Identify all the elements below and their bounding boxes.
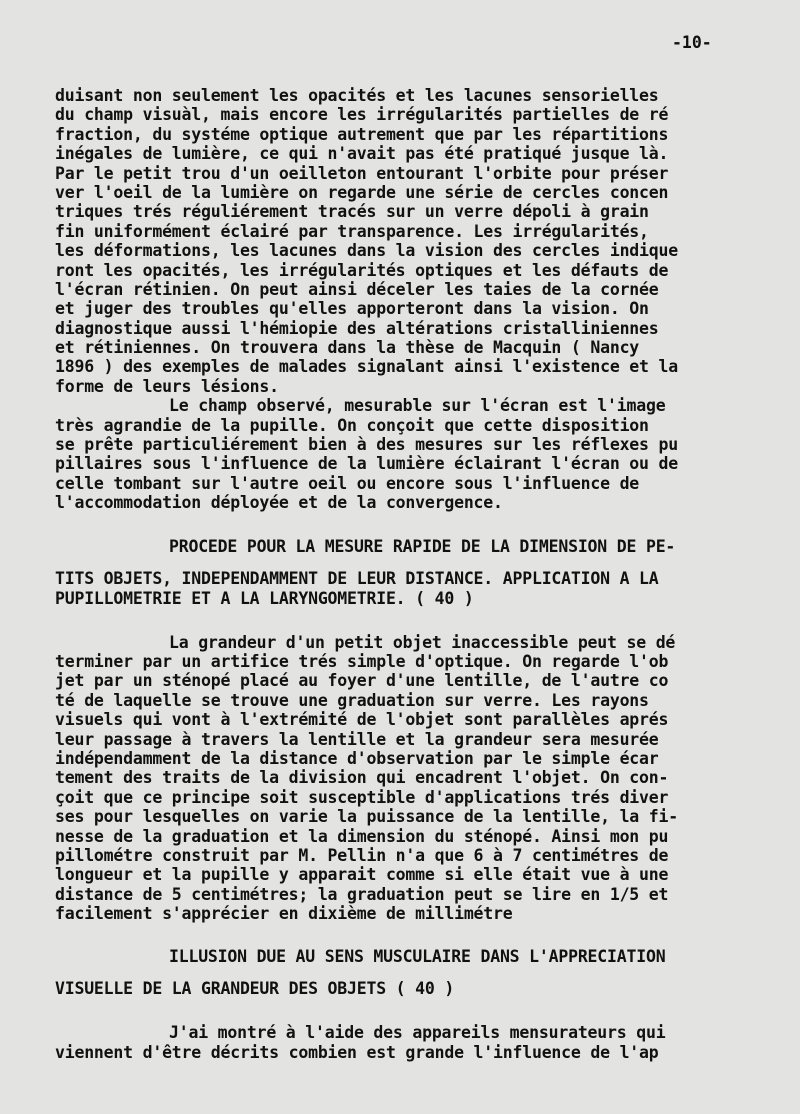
heading-line: ILLUSION DUE AU SENS MUSCULAIRE DANS L'APPRECIATION xyxy=(169,947,666,967)
text-line: visuels qui vont à l'extrémité de l'objet sont parallèles aprés xyxy=(55,710,669,730)
text-line: les déformations, les lacunes dans la vision des cercles indique xyxy=(55,241,678,261)
text-line: triques trés réguliérement tracés sur un verre dépoli à grain xyxy=(55,202,649,222)
text-line: terminer par un artifice trés simple d'optique. On regarde l'ob xyxy=(55,651,669,671)
text-line: pillométre construit par M. Pellin n'a que 6 à 7 centimétres de xyxy=(55,845,669,865)
text-line: viennent d'être décrits combien est grande l'influence de l'ap xyxy=(55,1042,659,1062)
text-line: leur passage à travers la lentille et la grandeur sera mesurée xyxy=(55,729,659,749)
text-line: celle tombant sur l'autre oeil ou encore sous l'influence de xyxy=(55,473,640,493)
text-line: 1896 ) des exemples de malades signalant ainsi l'existence et la xyxy=(55,357,678,377)
text-line: du champ visuàl, mais encore les irrégularités partielles de ré xyxy=(55,105,669,125)
heading-line: PUPILLOMETRIE ET A LA LARYNGOMETRIE. ( 40 ) xyxy=(55,588,474,608)
text-line: longueur et la pupille y apparait comme si elle était vue à une xyxy=(55,865,669,885)
text-line: pillaires sous l'influence de la lumière éclairant l'écran ou de xyxy=(55,454,678,474)
heading-line: TITS OBJETS, INDEPENDAMMENT DE LEUR DISTANCE. APPLICATION A LA xyxy=(55,568,659,588)
text-line: fin uniformément éclairé par transparence. Les irrégularités, xyxy=(55,221,649,241)
text-line: indépendamment de la distance d'observation par le simple écar xyxy=(55,748,659,768)
section-heading xyxy=(55,947,785,999)
text-line: J'ai montré à l'aide des appareils mensurateurs qui xyxy=(169,1023,666,1043)
heading-line: PROCEDE POUR LA MESURE RAPIDE DE LA DIMENSION DE PE- xyxy=(169,536,676,556)
text-line: ront les opacités, les irrégularités optiques et les défauts de xyxy=(55,260,669,280)
text-line: nesse de la graduation et la dimension du sténopé. Ainsi mon pu xyxy=(55,826,669,846)
text-line: l'écran rétinien. On peut ainsi déceler les taies de la cornée xyxy=(55,279,659,299)
text-line: Par le petit trou d'un oeilleton entourant l'orbite pour préser xyxy=(55,163,669,183)
paragraph xyxy=(55,86,785,396)
document-body xyxy=(55,86,785,1062)
text-line: inégales de lumière, ce qui n'avait pas été pratiqué jusque là. xyxy=(55,144,669,164)
text-line: diagnostique aussi l'hémiopie des altérations cristalliniennes xyxy=(55,318,659,338)
text-line: çoit que ce principe soit susceptible d'applications trés diver xyxy=(55,787,669,807)
text-line: et juger des troubles qu'elles apporteront dans la vision. On xyxy=(55,299,649,319)
text-line: jet par un sténopé placé au foyer d'une lentille, de l'autre co xyxy=(55,671,669,691)
paragraph xyxy=(55,633,785,924)
text-line: duisant non seulement les opacités et les lacunes sensorielles xyxy=(55,86,659,105)
text-line: se prête particuliérement bien à des mesures sur les réflexes pu xyxy=(55,435,678,455)
page-number: -10- xyxy=(672,33,712,52)
heading-line: VISUELLE DE LA GRANDEUR DES OBJETS ( 40 ) xyxy=(55,979,455,999)
section-heading xyxy=(55,537,785,609)
text-line: distance de 5 centimétres; la graduation peut se lire en 1/5 et xyxy=(55,884,669,904)
text-line: Le champ observé, mesurable sur l'écran est l'image xyxy=(169,396,666,416)
text-line: très agrandie de la pupille. On conçoit que cette disposition xyxy=(55,415,649,435)
text-line: tement des traits de la division qui encadrent l'objet. On con- xyxy=(55,768,669,788)
text-line: ver l'oeil de la lumière on regarde une série de cercles concen xyxy=(55,182,669,202)
text-line: té de laquelle se trouve une graduation sur verre. Les rayons xyxy=(55,690,649,710)
text-line: ses pour lesquelles on varie la puissance de la lentille, la fi- xyxy=(55,807,678,827)
text-line: forme de leurs lésions. xyxy=(55,376,279,396)
text-line: La grandeur d'un petit objet inaccessible peut se dé xyxy=(169,632,676,652)
text-line: facilement s'apprécier en dixième de millimétre xyxy=(55,904,513,924)
text-line: l'accommodation déployée et de la convergence. xyxy=(55,493,503,513)
paragraph xyxy=(55,396,785,512)
paragraph xyxy=(55,1023,785,1062)
text-line: et rétiniennes. On trouvera dans la thèse de Macquin ( Nancy xyxy=(55,338,640,358)
text-line: fraction, du systéme optique autrement que par les répartitions xyxy=(55,124,669,144)
